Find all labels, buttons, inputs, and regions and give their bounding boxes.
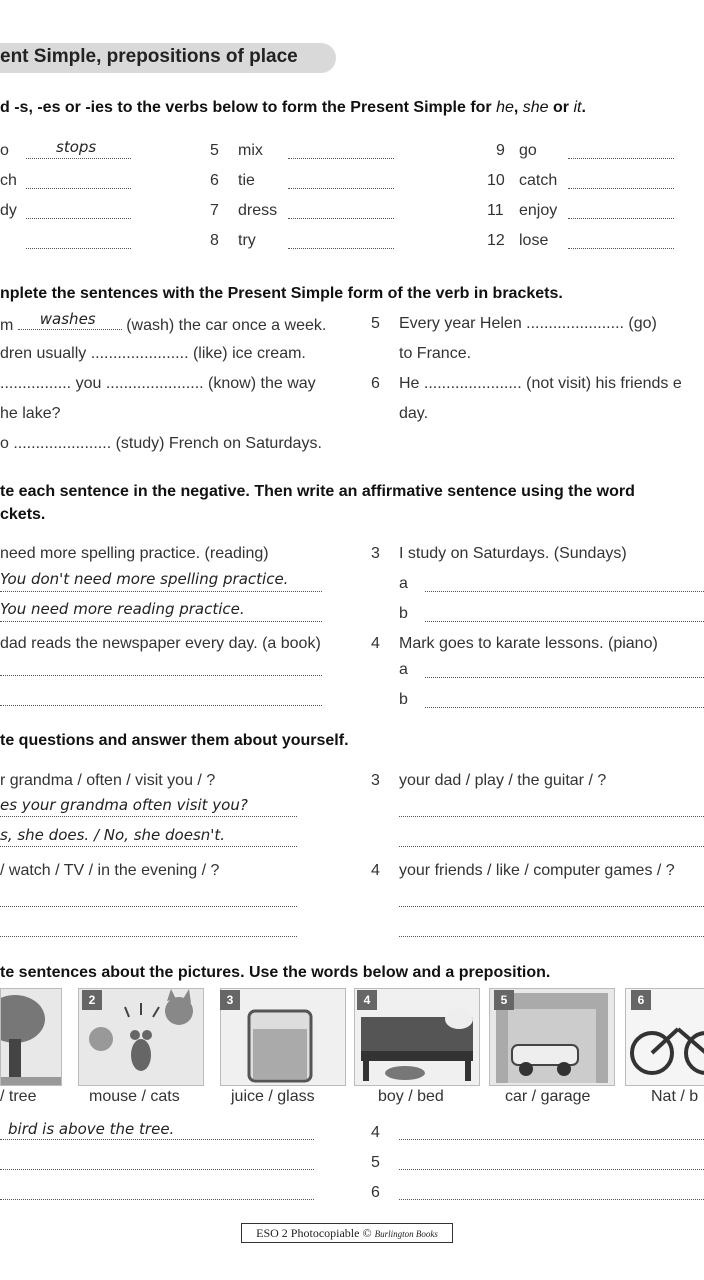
ex1-verb: o [0,142,9,159]
ex2-line-4: he lake? [0,405,61,422]
answer-line[interactable] [0,906,297,907]
ex2-line-5: o ...................... (study) French on Saturdays. [0,435,322,452]
footer-box [241,1223,453,1243]
ex1-num: 5 [210,142,219,159]
ex5-num: 4 [371,1124,380,1141]
handwritten-answer: You don't need more spelling practice. [0,570,289,588]
ex4-num: 3 [371,772,380,789]
ex1-verb: mix [238,142,263,159]
ex2-num: 6 [371,375,380,392]
ex1-verb: tie [238,172,255,189]
picture-number-badge: 5 [494,990,514,1010]
ex3-label-a: a [399,575,408,592]
footer-label: ESO 2 Photocopiable [256,1226,360,1240]
ex3-label-a: a [399,661,408,678]
handwritten-answer: bird is above the tree. [8,1120,175,1138]
picture-number-badge: 2 [82,990,102,1010]
answer-line[interactable] [425,677,704,678]
answer-line[interactable] [0,1139,314,1140]
answer-line[interactable] [288,218,394,219]
answer-line[interactable] [568,188,674,189]
ex3-num: 4 [371,635,380,652]
ex5-instruction: te sentences about the pictures. Use the words below and a preposition. [0,964,551,981]
answer-line[interactable] [399,816,704,817]
ex3-num: 3 [371,545,380,562]
ex3-line-1: need more spelling practice. (reading) [0,545,269,562]
picture-caption: juice / glass [231,1088,315,1105]
handwritten-answer: s, she does. / No, she doesn't. [0,826,226,844]
answer-line[interactable] [288,158,394,159]
answer-line[interactable] [0,705,322,706]
ex1-verb: ch [0,172,17,189]
ex1-num: 7 [210,202,219,219]
ex4-instruction: te questions and answer them about yourself. [0,732,349,749]
ex2-right-4: day. [399,405,429,422]
ex4-num: 4 [371,862,380,879]
ex2-right-2: to France. [399,345,472,362]
ex3-instruction-2: ckets. [0,506,46,523]
answer-line[interactable] [425,707,704,708]
ex3-line-2: dad reads the newspaper every day. (a book) [0,635,321,652]
ex4-line-2: / watch / TV / in the evening / ? [0,862,220,879]
answer-line[interactable] [425,621,704,622]
answer-line[interactable] [0,936,297,937]
picture-caption: Nat / b [651,1088,699,1105]
answer-line[interactable] [0,675,322,676]
handwritten-answer: stops [56,138,97,156]
answer-line[interactable] [0,621,322,622]
ex2-instruction: nplete the sentences with the Present Simple form of the verb in brackets. [0,285,563,302]
ex1-num: 6 [210,172,219,189]
ex2-num: 5 [371,315,380,332]
answer-line[interactable] [399,936,704,937]
handwritten-answer: es your grandma often visit you? [0,796,248,814]
answer-line[interactable] [399,846,704,847]
ex1-num: 8 [210,232,219,249]
ex2-right-1: Every year Helen ...................... (go) [399,315,657,332]
publisher-name: Burlington Books [374,1229,438,1239]
answer-line[interactable] [26,218,131,219]
answer-line[interactable] [399,1169,704,1170]
picture-caption: mouse / cats [89,1088,180,1105]
answer-line[interactable] [26,188,131,189]
ex2-line-2: dren usually ...................... (like) ice cream. [0,345,306,362]
picture-number-badge: 6 [631,990,651,1010]
ex1-num: 10 [487,172,505,189]
ex5-num: 6 [371,1184,380,1201]
ex1-verb: dress [238,202,278,219]
picture-caption: boy / bed [378,1088,444,1105]
ex1-verb: lose [519,232,549,249]
answer-line[interactable] [568,218,674,219]
ex4-right-1: your dad / play / the guitar / ? [399,772,607,789]
answer-line[interactable] [288,188,394,189]
picture-number-badge: 3 [220,990,240,1010]
answer-line[interactable] [0,846,297,847]
answer-line[interactable] [0,816,297,817]
answer-line[interactable] [0,591,322,592]
ex1-verb: try [238,232,256,249]
answer-line[interactable] [399,1139,704,1140]
answer-line[interactable] [26,248,131,249]
answer-line[interactable] [425,591,704,592]
answer-line[interactable] [399,906,704,907]
answer-line[interactable] [399,1199,704,1200]
picture-caption: car / garage [505,1088,591,1105]
ex3-right-1: I study on Saturdays. (Sundays) [399,545,627,562]
answer-line[interactable] [568,158,674,159]
ex4-right-2: your friends / like / computer games / ? [399,862,675,879]
picture-tree [0,988,62,1086]
copyright-mark: © [362,1226,372,1240]
answer-line[interactable] [26,158,131,159]
ex1-num: 12 [487,232,505,249]
answer-line[interactable] [0,1169,314,1170]
ex3-right-2: Mark goes to karate lessons. (piano) [399,635,658,652]
ex2-right-3: He ...................... (not visit) his friends e [399,375,682,392]
ex5-num: 5 [371,1154,380,1171]
answer-line[interactable] [288,248,394,249]
ex1-verb: catch [519,172,558,189]
picture-number-badge: 4 [357,990,377,1010]
ex1-verb: dy [0,202,17,219]
handwritten-answer: You need more reading practice. [0,600,245,618]
ex1-instruction: d -s, -es or -ies to the verbs below to form the Present Simple for he, she or it. [0,99,586,116]
ex2-line-1: m washes (wash) the car once a week. [0,310,327,334]
page-title: ent Simple, prepositions of place [0,46,298,67]
answer-line[interactable] [568,248,674,249]
ex3-instruction: te each sentence in the negative. Then write an affirmative sentence using the word [0,483,635,500]
ex3-label-b: b [399,691,408,708]
ex3-label-b: b [399,605,408,622]
ex1-num: 9 [496,142,505,159]
tree-illustration [1,989,61,1085]
ex1-num: 11 [487,202,504,219]
ex1-verb: go [519,142,537,159]
picture-caption: / tree [0,1088,37,1105]
ex2-line-3: ................ you ...................... (know) the way [0,375,316,392]
ex1-verb: enjoy [519,202,558,219]
ex4-line-1: r grandma / often / visit you / ? [0,772,216,789]
answer-line[interactable] [0,1199,314,1200]
handwritten-answer: washes [39,310,96,328]
